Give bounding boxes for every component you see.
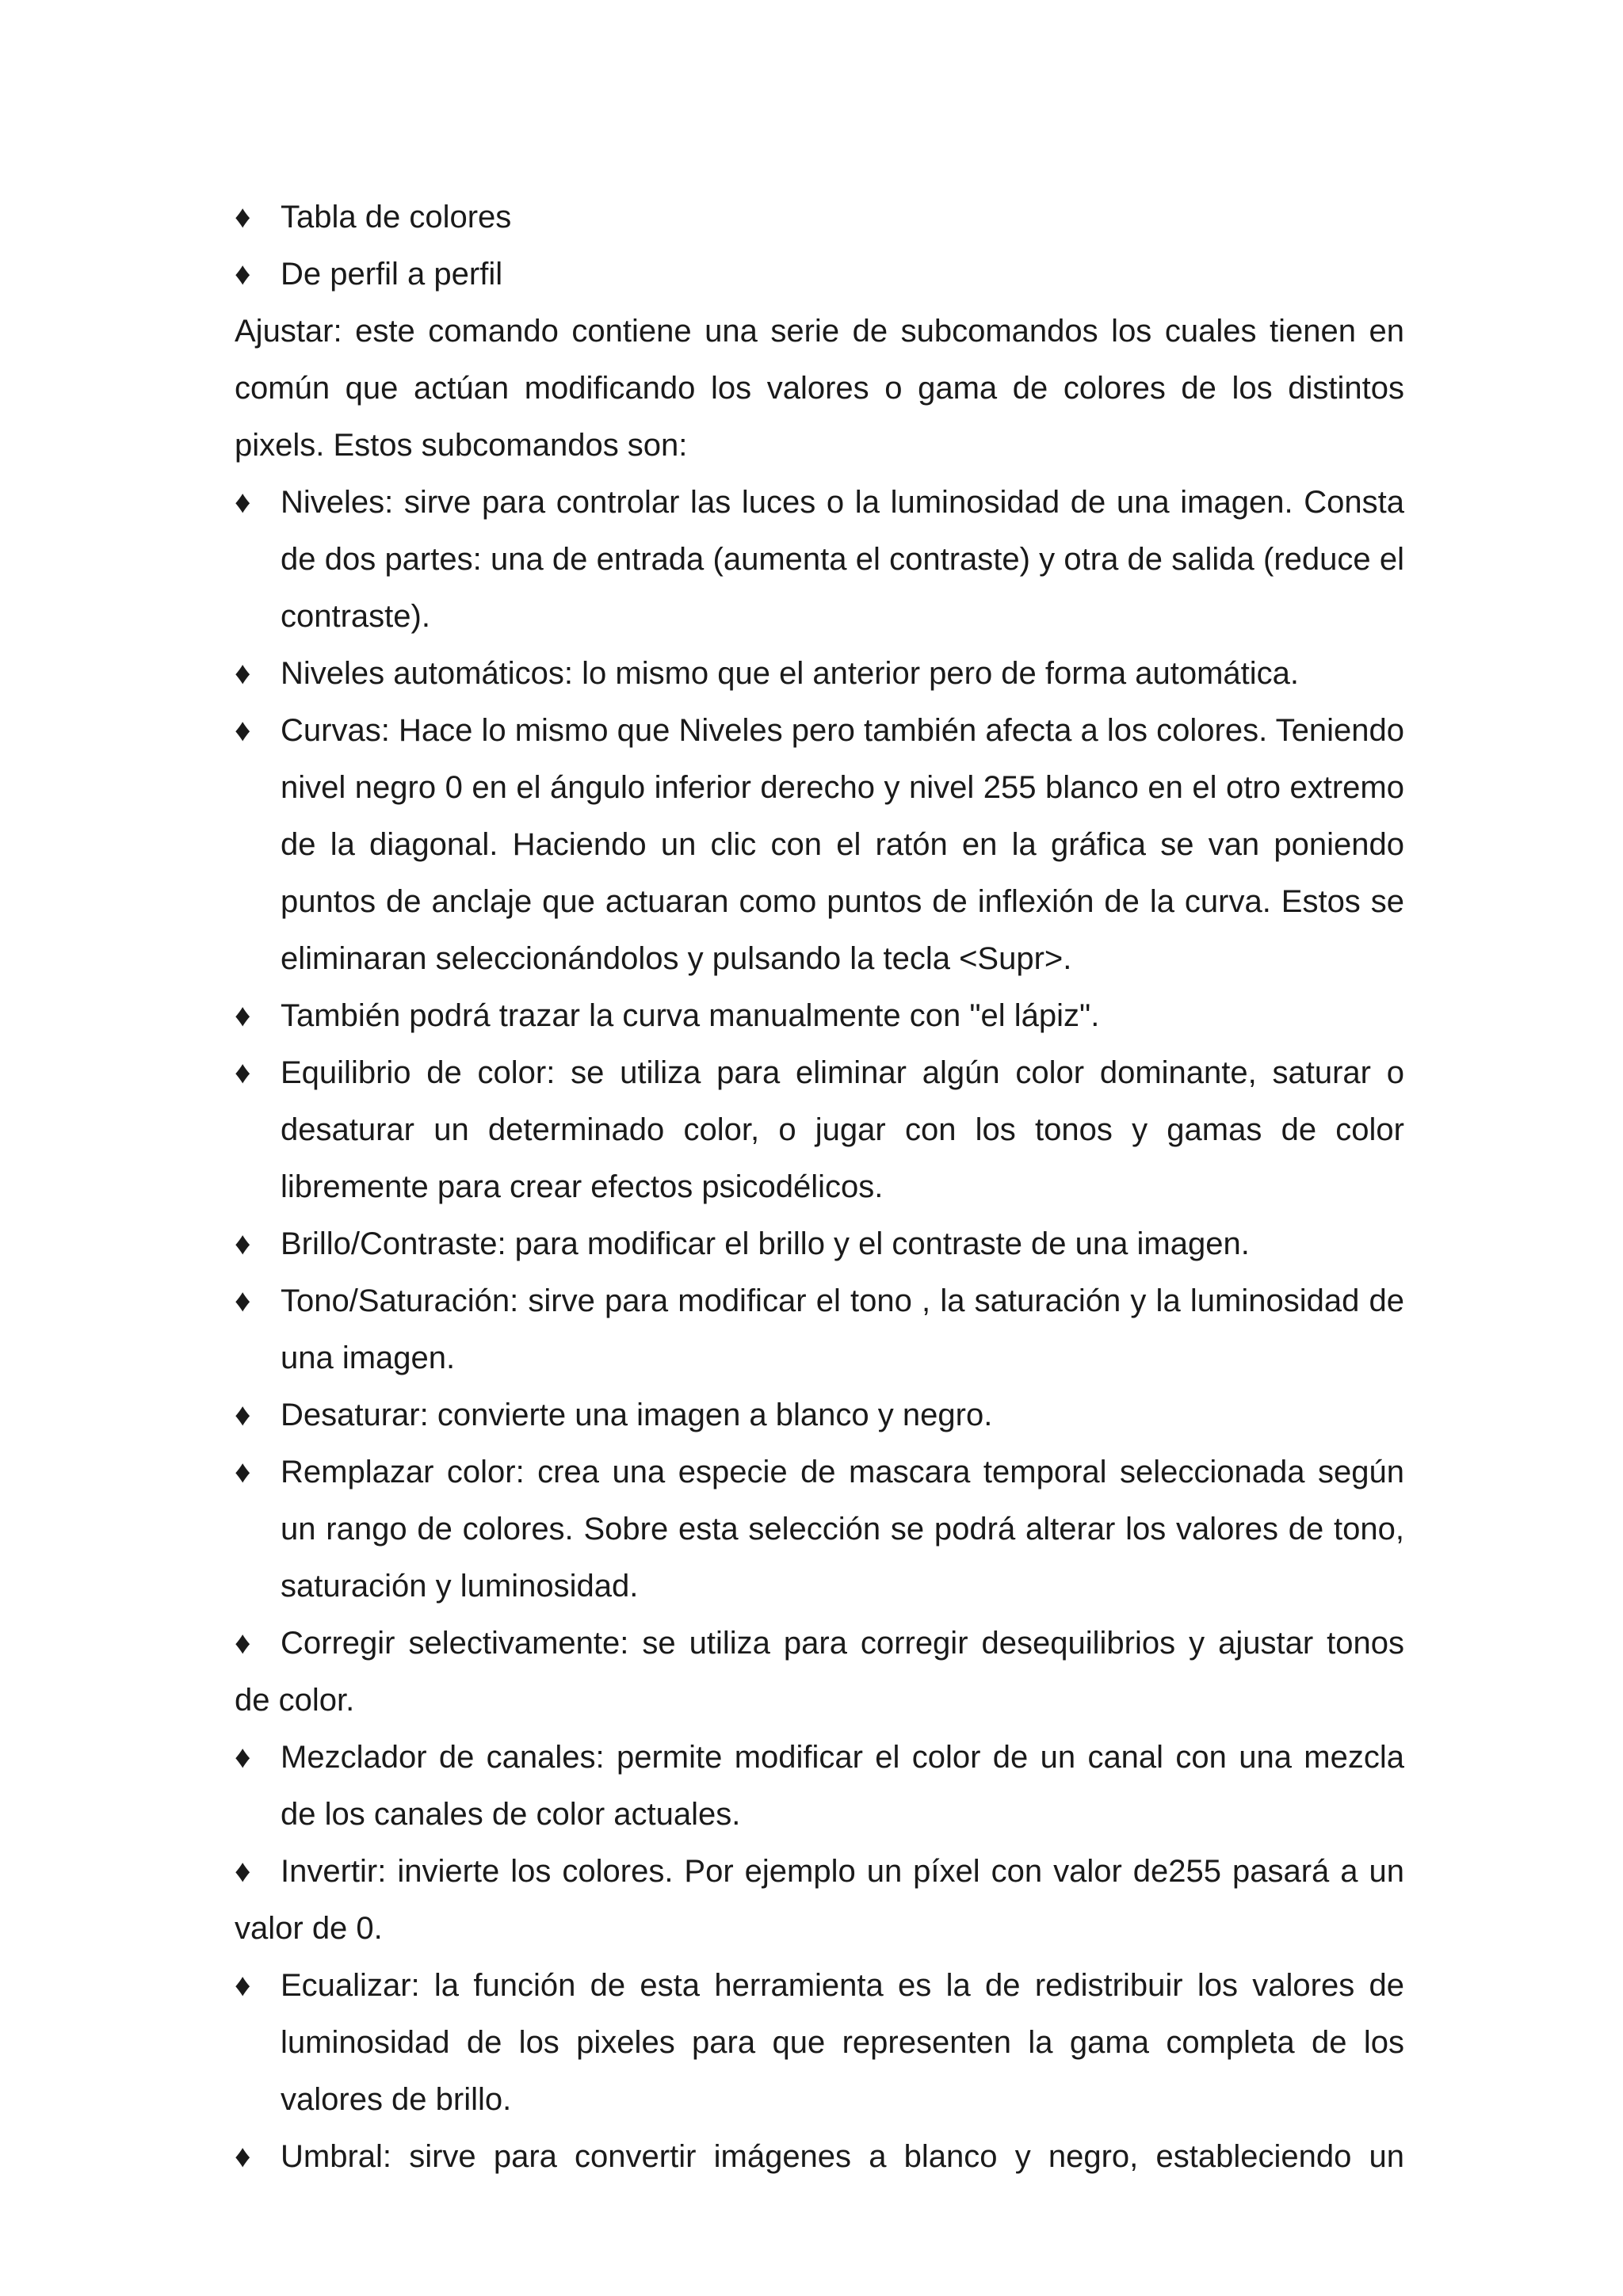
diamond-bullet-icon: ♦ — [235, 485, 251, 520]
diamond-bullet-icon: ♦ — [235, 1854, 251, 1889]
bullet-list-item — [235, 987, 1404, 1044]
bullet-text: Niveles automáticos: lo mismo que el anterior pero de forma automática. — [281, 656, 1300, 691]
bullet-text: También podrá trazar la curva manualmente con "el lápiz". — [281, 998, 1100, 1033]
bullet-text: Niveles: sirve para controlar las luces o la luminosidad de una imagen. Consta de dos partes: una de entrada (aumenta el contraste) y otra de salida (reduce el contraste). — [281, 485, 1404, 634]
diamond-bullet-icon: ♦ — [235, 713, 251, 748]
bullet-text: Remplazar color: crea una especie de mascara temporal seleccionada según un rango de colores. Sobre esta selección se podrá alterar los valores de tono, saturación y luminosidad. — [281, 1455, 1404, 1604]
bullet-list-item — [235, 1729, 1404, 1843]
document-body — [235, 189, 1404, 2185]
bullet-list-item — [235, 1444, 1404, 1615]
diamond-bullet-icon: ♦ — [235, 200, 251, 235]
bullet-text: Ecualizar: la función de esta herramienta es la de redistribuir los valores de luminosidad de los pixeles para que representen la gama completa de los valores de brillo. — [281, 1968, 1404, 2117]
diamond-bullet-icon: ♦ — [235, 1968, 251, 2003]
bullet-text: Invertir: invierte los colores. Por ejemplo un píxel con valor de255 pasará a un valor de 0. — [235, 1854, 1404, 1946]
bullet-text: Tono/Saturación: sirve para modificar el tono , la saturación y la luminosidad de una imagen. — [281, 1283, 1404, 1375]
bullet-list-item — [235, 474, 1404, 645]
bullet-list-item — [235, 1957, 1404, 2128]
bullet-text: Corregir selectivamente: se utiliza para corregir desequilibrios y ajustar tonos de color. — [235, 1626, 1404, 1718]
bullet-list-item — [235, 1615, 1404, 1729]
bullet-text: Curvas: Hace lo mismo que Niveles pero también afecta a los colores. Teniendo nivel negro 0 en el ángulo inferior derecho y nivel 255 blanco en el otro extremo de la diagonal. Haciendo un clic con el ratón en la gráfica se van poniendo puntos de anclaje que actuaran como puntos de inflexión de la curva. Estos se eliminaran seleccionándolos y pulsando la tecla <Supr>. — [281, 713, 1404, 976]
bullet-list-item — [235, 189, 1404, 246]
bullet-text: Desaturar: convierte una imagen a blanco y negro. — [281, 1398, 993, 1432]
bullet-text: Tabla de colores — [281, 200, 512, 235]
bullet-list-item — [235, 246, 1404, 303]
diamond-bullet-icon: ♦ — [235, 1626, 251, 1661]
bullet-list-item — [235, 1272, 1404, 1386]
diamond-bullet-icon: ♦ — [235, 2139, 251, 2174]
diamond-bullet-icon: ♦ — [235, 257, 251, 292]
bullet-list-item — [235, 1215, 1404, 1272]
bullet-list-item — [235, 2128, 1404, 2185]
diamond-bullet-icon: ♦ — [235, 1055, 251, 1090]
bullet-list-item — [235, 1044, 1404, 1215]
diamond-bullet-icon: ♦ — [235, 1398, 251, 1432]
diamond-bullet-icon: ♦ — [235, 998, 251, 1033]
bullet-list-item — [235, 1843, 1404, 1957]
bullet-text: Mezclador de canales: permite modificar el color de un canal con una mezcla de los canales de color actuales. — [281, 1740, 1404, 1832]
diamond-bullet-icon: ♦ — [235, 1283, 251, 1318]
bullet-list-item — [235, 1386, 1404, 1444]
diamond-bullet-icon: ♦ — [235, 1226, 251, 1261]
body-paragraph — [235, 303, 1404, 474]
bullet-text: Brillo/Contraste: para modificar el brillo y el contraste de una imagen. — [281, 1226, 1250, 1261]
paragraph-text: Ajustar: este comando contiene una serie de subcomandos los cuales tienen en común que actúan modificando los valores o gama de colores de los distintos pixels. Estos subcomandos son: — [235, 314, 1404, 463]
diamond-bullet-icon: ♦ — [235, 1740, 251, 1775]
bullet-text: Umbral: sirve para convertir imágenes a blanco y negro, estableciendo un — [281, 2139, 1404, 2174]
bullet-text: Equilibrio de color: se utiliza para eliminar algún color dominante, saturar o desaturar un determinado color, o jugar con los tonos y gamas de color libremente para crear efectos psicodélicos. — [281, 1055, 1404, 1204]
bullet-list-item — [235, 702, 1404, 987]
diamond-bullet-icon: ♦ — [235, 656, 251, 691]
bullet-list-item — [235, 645, 1404, 702]
diamond-bullet-icon: ♦ — [235, 1455, 251, 1489]
bullet-text: De perfil a perfil — [281, 257, 503, 292]
